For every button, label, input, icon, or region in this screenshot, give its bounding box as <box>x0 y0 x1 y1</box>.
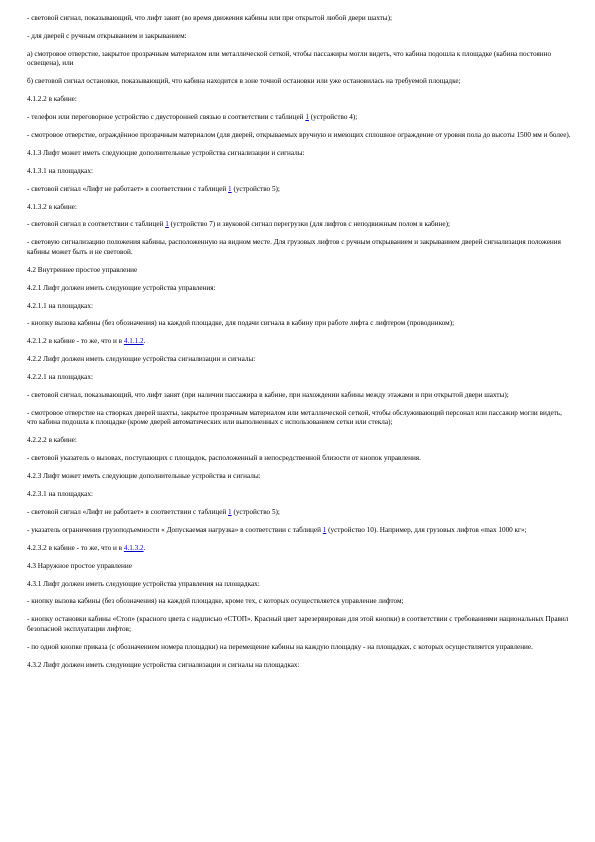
reference-link[interactable]: 4.1.1.2 <box>123 337 144 346</box>
document-page <box>27 14 572 679</box>
paragraph <box>27 14 572 24</box>
paragraph <box>27 580 572 590</box>
paragraph-text: - кнопку остановки кабины «Стоп» (красного цвета с надписью «СТОП». Красный цвет зарезервирован для этой кнопки) в соответствии с требованиями национальных Правил безопасной эксплуатации лифтов; <box>27 615 569 633</box>
paragraph <box>27 526 572 536</box>
paragraph-text: . <box>143 543 146 552</box>
paragraph-text: - световой сигнал «Лифт не работает» в соответствии с таблицей <box>27 184 229 193</box>
paragraph-text: - кнопку вызова кабины (без обозначения) на каждой площадке, кроме тех, с которых осуществляется управление лифтом; <box>27 597 404 606</box>
paragraph-text: а) смотровое отверстие, закрытое прозрачным материалом или металлической сеткой, чтобы пассажиры могли видеть, что кабина подошла к площадке (кабина постоянно освещена), или <box>27 49 552 68</box>
paragraph <box>27 50 572 69</box>
paragraph-text: 4.3.2 Лифт должен иметь следующие устройства сигнализации и сигналы на площадках: <box>27 660 300 669</box>
paragraph-text: - телефон или переговорное устройство с двусторонней связью в соответствии с таблицей <box>27 113 306 122</box>
paragraph <box>27 544 572 554</box>
paragraph-text: 4.1.2.2 в кабине: <box>27 95 77 104</box>
paragraph-text: (устройство 4); <box>308 113 358 122</box>
paragraph-text: (устройство 5); <box>231 184 280 193</box>
paragraph-text: 4.2 Внутреннее простое управление <box>27 265 138 274</box>
paragraph-text: - кнопку вызова кабины (без обозначения) на каждой площадке, для подачи сигнала в кабину при работе лифта с лифтером (проводником); <box>27 319 455 328</box>
paragraph <box>27 113 572 123</box>
paragraph-text: б) световой сигнал остановки, показывающий, что кабина находится в зоне точной остановки или уже остановилась на требуемой площадке; <box>27 77 461 86</box>
paragraph-text: 4.2.2 Лифт должен иметь следующие устройства сигнализации и сигналы: <box>27 355 256 364</box>
reference-link[interactable]: 1 <box>228 184 232 193</box>
paragraph <box>27 508 572 518</box>
paragraph-text: - световую сигнализацию положения кабины, расположенную на видном месте. Для грузовых лифтов с ручным открыванием и закрыванием дверей сигнализация положения кабины может быть и не световой. <box>27 238 561 256</box>
paragraph <box>27 643 572 653</box>
paragraph-text: 4.2.1.2 в кабине - то же, что и в <box>27 337 124 346</box>
reference-link[interactable]: 4.1.3.2 <box>123 543 144 552</box>
reference-link[interactable]: 1 <box>322 525 327 534</box>
paragraph-text: 4.1.3 Лифт может иметь следующие дополнительные устройства сигнализации и сигналы: <box>27 148 305 157</box>
paragraph-text: - световой сигнал, показывающий, что лифт занят (во время движения кабины или при открытой любой двери шахты); <box>27 14 393 22</box>
paragraph <box>27 373 572 383</box>
paragraph-text: 4.2.1 Лифт должен иметь следующие устройства управления: <box>27 283 216 292</box>
paragraph <box>27 562 572 572</box>
paragraph <box>27 266 572 276</box>
reference-link[interactable]: 1 <box>305 113 309 122</box>
paragraph-text: 4.2.2.2 в кабине: <box>27 436 77 445</box>
paragraph <box>27 203 572 213</box>
paragraph-text: - смотровое отверстие, ограждённое прозрачным материалом (для дверей, открываемых вручную и имеющих сплошное ограждение от уровня пола до высоты 1500 мм и более). <box>27 130 571 139</box>
paragraph-text: - световой сигнал «Лифт не работает» в соответствии с таблицей <box>27 507 229 516</box>
reference-link[interactable]: 1 <box>165 220 169 229</box>
paragraph <box>27 454 572 464</box>
paragraph <box>27 238 572 257</box>
paragraph-text: - световой сигнал, показывающий, что лифт занят (при наличии пассажира в кабине, при нахождении кабины между этажами и при открытой двери шахты); <box>27 391 509 399</box>
paragraph <box>27 409 572 428</box>
paragraph-text: 4.2.3.1 на площадках: <box>27 490 93 499</box>
paragraph-text: 4.2.2.1 на площадках: <box>27 373 93 382</box>
paragraph <box>27 185 572 195</box>
paragraph <box>27 32 572 42</box>
paragraph-text: (устройство 10). Например, для грузовых лифтов «max 1000 кг»; <box>326 525 527 534</box>
paragraph <box>27 355 572 365</box>
paragraph <box>27 472 572 482</box>
paragraph-text: (устройство 7) и звуковой сигнал перегрузки (для лифтов с неподвижным полом в кабине); <box>168 220 450 229</box>
paragraph <box>27 220 572 230</box>
paragraph <box>27 284 572 294</box>
paragraph-text: - указатель ограничения грузоподъемности « Допускаемая нагрузка» в соответствии с таблицей <box>27 525 323 534</box>
paragraph <box>27 319 572 329</box>
paragraph <box>27 167 572 177</box>
paragraph-text: 4.2.3 Лифт может иметь следующие дополнительные устройства и сигналы: <box>27 472 261 481</box>
paragraph-text: - для дверей с ручным открыванием и закрыванием: <box>27 31 187 40</box>
paragraph-text: . <box>143 337 146 346</box>
paragraph <box>27 436 572 446</box>
paragraph-text: 4.2.3.2 в кабине - то же, что и в <box>27 543 124 552</box>
paragraph <box>27 95 572 105</box>
paragraph-text: 4.2.1.1 на площадках: <box>27 301 93 310</box>
paragraph-text: 4.1.3.1 на площадках: <box>27 166 93 175</box>
paragraph <box>27 77 572 87</box>
paragraph <box>27 337 572 347</box>
reference-link[interactable]: 1 <box>228 507 232 516</box>
paragraph <box>27 615 572 634</box>
paragraph-text: (устройство 5); <box>231 507 280 516</box>
paragraph-text: - световой сигнал в соответствии с таблицей <box>27 220 166 229</box>
paragraph-text: - по одной кнопке приказа (с обозначением номера площадки) на перемещение кабины на каждую площадку - на площадках, с которых осуществляется управление. <box>27 642 533 651</box>
paragraph-text: 4.1.3.2 в кабине: <box>27 202 77 211</box>
paragraph <box>27 661 572 671</box>
paragraph <box>27 131 572 141</box>
paragraph-text: - смотровое отверстие на створках дверей шахты, закрытое прозрачным материалом или металлической сеткой, чтобы обслуживающий персонал или пассажир могли видеть, что кабина подошла к площадке (кроме дверей автоматических или выполненных с использованием сетки или стекла); <box>27 408 562 427</box>
paragraph <box>27 302 572 312</box>
paragraph <box>27 490 572 500</box>
paragraph <box>27 149 572 159</box>
paragraph-text: 4.3.1 Лифт должен иметь следующие устройства управления на площадках: <box>27 579 260 588</box>
paragraph-text: - световой указатель о вызовах, поступающих с площадок, расположенный в непосредственной близости от кнопок управления. <box>27 454 421 463</box>
paragraph-text: 4.3 Наружное простое управление <box>27 561 132 570</box>
paragraph <box>27 597 572 607</box>
paragraph <box>27 391 572 401</box>
